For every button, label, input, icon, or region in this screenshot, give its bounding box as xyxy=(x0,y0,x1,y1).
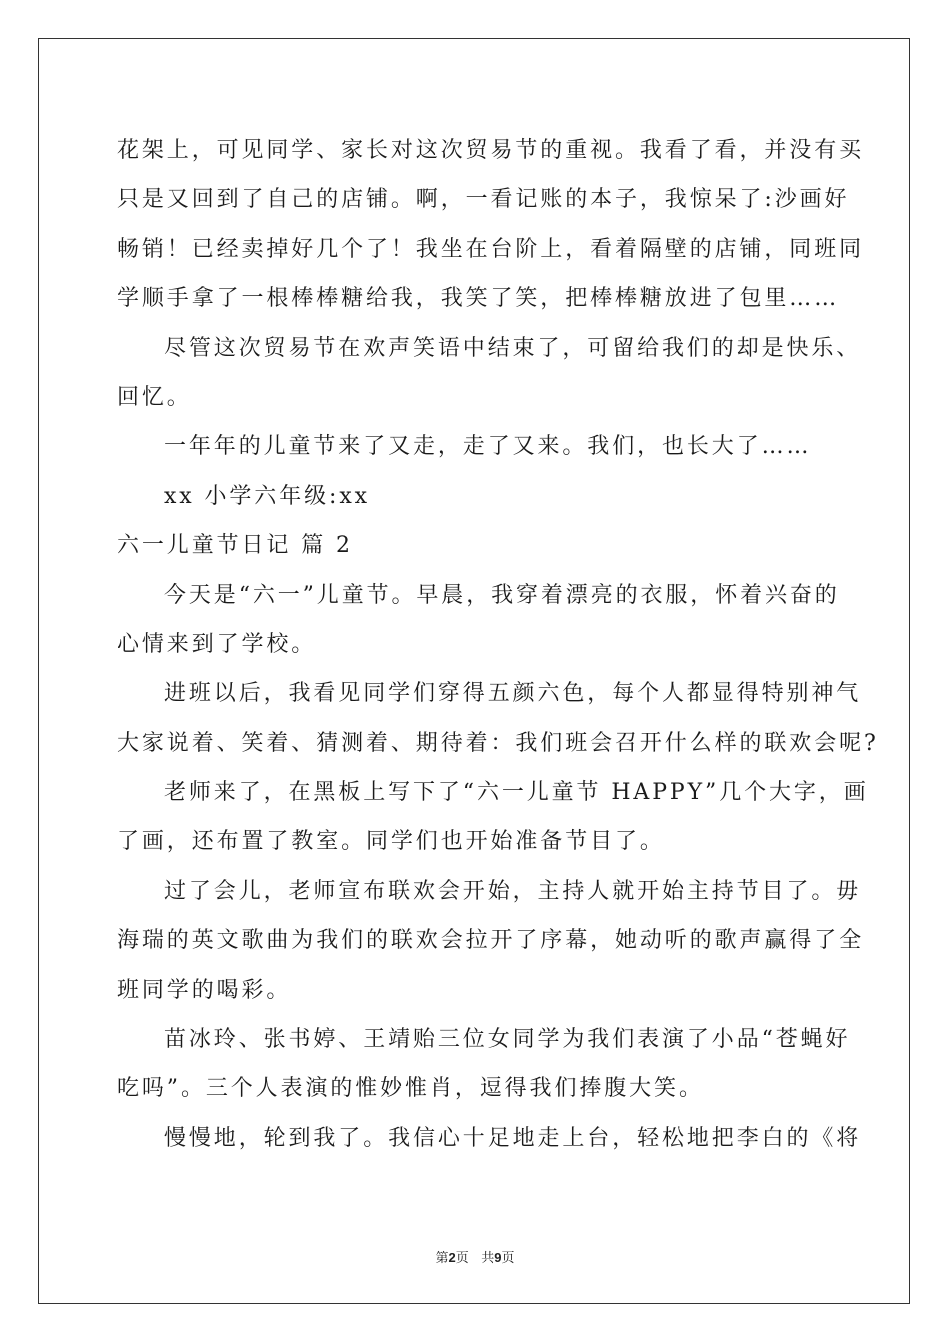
text-line: 畅销！已经卖掉好几个了！我坐在台阶上，看着隔壁的店铺，同班同 xyxy=(117,236,865,262)
paragraph-first-line: 尽管这次贸易节在欢声笑语中结束了，可留给我们的却是快乐、 xyxy=(164,335,862,361)
paragraph-first-line: 过了会儿，老师宣布联欢会开始，主持人就开始主持节目了。毋 xyxy=(164,878,862,904)
text-line: 大家说着、笑着、猜测着、期待着：我们班会召开什么样的联欢会呢? xyxy=(117,730,879,756)
text-line: 心情来到了学校。 xyxy=(117,631,317,657)
paragraph-first-line: 老师来了，在黑板上写下了“六一儿童节 HAPPY”几个大字，画 xyxy=(164,780,869,806)
text-line: 海瑞的英文歌曲为我们的联欢会拉开了序幕，她动听的歌声赢得了全 xyxy=(117,928,865,954)
paragraph-first-line: 一年年的儿童节来了又走，走了又来。我们，也长大了…… xyxy=(164,434,812,460)
page-footer xyxy=(0,1247,950,1266)
document-body xyxy=(117,126,879,1163)
total-page-number: 9 xyxy=(494,1250,502,1265)
paragraph-first-line: 进班以后，我看见同学们穿得五颜六色，每个人都显得特别神气 xyxy=(164,681,862,707)
text-line: 只是又回到了自己的店铺。啊，一看记账的本子，我惊呆了:沙画好 xyxy=(117,187,850,213)
paragraph-first-line: 今天是“六一”儿童节。早晨，我穿着漂亮的衣服，怀着兴奋的 xyxy=(164,582,840,608)
text-line: 吃吗”。三个人表演的惟妙惟肖，逗得我们捧腹大笑。 xyxy=(117,1076,704,1102)
paragraph-first-line: 苗冰玲、张书婷、王靖贻三位女同学为我们表演了小品“苍蝇好 xyxy=(164,1027,851,1053)
page-unit: 页 xyxy=(455,1251,469,1266)
text-line: 学顺手拿了一根棒棒糖给我，我笑了笑，把棒棒糖放进了包里…… xyxy=(117,286,840,312)
text-line: 回忆。 xyxy=(117,384,192,410)
page-prefix: 第 xyxy=(435,1251,449,1266)
total-prefix: 共 xyxy=(481,1251,495,1266)
section-heading: 六一儿童节日记 篇 2 xyxy=(117,533,353,559)
total-unit: 页 xyxy=(501,1251,515,1266)
text-line: 班同学的喝彩。 xyxy=(117,977,292,1003)
text-line: 了画，还布置了教室。同学们也开始准备节目了。 xyxy=(117,829,665,855)
paragraph-first-line: 慢慢地，轮到我了。我信心十足地走上台，轻松地把李白的《将 xyxy=(164,1125,862,1151)
signature-line: xx 小学六年级:xx xyxy=(164,483,370,509)
text-line: 花架上，可见同学、家长对这次贸易节的重视。我看了看，并没有买 xyxy=(117,138,865,163)
current-page-number: 2 xyxy=(448,1250,456,1265)
